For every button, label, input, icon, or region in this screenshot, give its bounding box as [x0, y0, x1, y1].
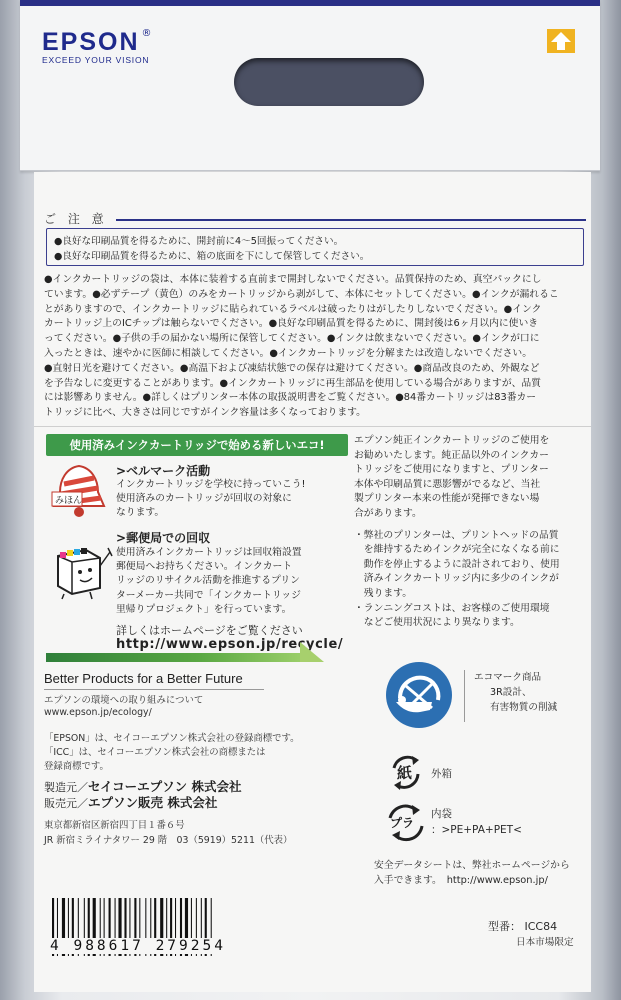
- caution-body-line: を予告なしに変更することがあります。●インクカートリッジに再生部品を使用している場合がありますが、品質: [44, 377, 542, 389]
- sds-line: 入手できます。 http://www.epson.jp/: [374, 875, 548, 886]
- caution-body-line: とがありますので、インクカートリッジに貼られているラベルは破ったりはがしたりしないでください。●インク: [44, 303, 542, 315]
- barcode-number: 4 988617 279254: [50, 938, 226, 954]
- bellmark-icon: [48, 462, 110, 520]
- top-flap: [20, 0, 600, 171]
- caution-title: ご 注 意: [44, 212, 108, 226]
- postoffice-title: [116, 529, 210, 546]
- postoffice-line: 使用済みインクカートリッジは回収箱設置: [116, 547, 302, 558]
- caution-boxed-line: ●良好な印刷品質を得るために、箱の底面を下にして保管してください。: [54, 251, 370, 262]
- manufacturer-label: 製造元／: [44, 781, 88, 794]
- postoffice-line: リッジのリサイクル活動を推進するプリン: [116, 575, 300, 587]
- recycle-header: 使用済みインクカートリッジで始める新しいエコ!: [46, 434, 348, 456]
- note-line: ・ランニングコストは、お客様のご使用環境: [354, 602, 550, 614]
- note-line: エプソン純正インクカートリッジのご使用を: [354, 435, 550, 446]
- bellmark-title-text: ベルマーク活動: [126, 464, 211, 478]
- main-panel: [34, 172, 591, 992]
- chevron-right-icon: >: [116, 464, 127, 478]
- bellmark-line: なります。: [116, 507, 165, 519]
- environment-subtitle: エプソンの環境への取り組みについて: [44, 695, 204, 706]
- paper-label: 外箱: [431, 768, 452, 780]
- caution-body-line: ってください。●子供の手の届かない場所に保管してください。●インクは飲まないでください。●インクが口に: [44, 333, 540, 345]
- note-line: 済みインクカートリッジ内に多少のインクが: [354, 573, 559, 585]
- note-line: ・弊社のプリンターは、プリントヘッドの品質: [354, 529, 559, 541]
- caution-body-line: ●直射日光を避けてください。●高温下および凍結状態での保存は避けてください。●商品改良のため、外観など: [44, 362, 540, 374]
- postoffice-line: 郵便局へお持ちください。インクカート: [116, 561, 293, 573]
- up-arrow-icon: [547, 29, 575, 53]
- model-line: [488, 918, 557, 934]
- ecomark-line: 3R設計、: [490, 687, 532, 698]
- note-line: トリッジをご使用になりますと、プリンター: [354, 464, 549, 476]
- trademark-line: 「EPSON」は、セイコーエプソン株式会社の登録商標です。: [44, 733, 300, 744]
- address-line: 東京都新宿区新宿四丁目１番６号: [44, 820, 185, 831]
- note-line: などご使用状況により異なります。: [354, 617, 520, 629]
- green-underline: [46, 653, 304, 662]
- ecomark-line: 有害物質の削減: [490, 702, 558, 713]
- seller-label: 販売元／: [44, 797, 88, 810]
- manufacturer-name: セイコーエプソン 株式会社: [88, 779, 242, 794]
- slogan-underline: [44, 689, 264, 690]
- sds-notice: [374, 858, 570, 888]
- brand-tagline: EXCEED YOUR VISION: [42, 55, 150, 65]
- plastic-symbol: プラ: [390, 816, 415, 830]
- bellmark-sample-label: みほん: [55, 496, 83, 506]
- paper-recycle-icon: [386, 752, 426, 792]
- note-line: 製プリンター本来の性能が発揮できない場: [354, 493, 540, 505]
- plastic-materials: ：>PE+PA+PET<: [431, 824, 522, 836]
- postoffice-body: [116, 546, 302, 617]
- market-label: 日本市場限定: [516, 937, 574, 948]
- caution-rule: [116, 219, 586, 221]
- environment-url[interactable]: www.epson.jp/ecology/: [44, 707, 152, 718]
- environment-slogan: Better Products for a Better Future: [44, 671, 243, 686]
- seller-name: エプソン販売 株式会社: [88, 795, 218, 810]
- model-label: 型番：: [488, 920, 521, 933]
- caution-body-line: ています。●必ずテープ（黄色）のみをカートリッジから剥がして、本体にセットしてください。●インクが漏れるこ: [44, 288, 559, 300]
- note-line: お勧めいたします。純正品以外のインクカー: [354, 449, 549, 461]
- bellmark-body: [116, 478, 305, 521]
- bellmark-line: インクカートリッジを学校に持っていこう!: [116, 479, 306, 490]
- caution-box: [46, 228, 584, 266]
- caution-body-line: トリッジに比べ、大きさは同じですがインク容量は多くなっております。: [44, 407, 366, 419]
- sds-line: 安全データシートは、弊社ホームページから: [374, 860, 570, 871]
- paper-symbol: 紙: [397, 764, 413, 782]
- caution-boxed-line: ●良好な印刷品質を得るために、開封前に4～5回振ってください。: [54, 236, 344, 247]
- trademark-notice: [44, 732, 300, 774]
- model-number: ICC84: [524, 920, 558, 933]
- seller-line: [44, 793, 217, 811]
- note-line: [354, 522, 560, 529]
- trademark-line: 「ICC」は、セイコーエプソン株式会社の商標または: [44, 747, 266, 758]
- hang-hole: [234, 58, 424, 106]
- note-line: を維持するためインクが完全になくなる前に: [354, 544, 560, 556]
- ecomark-title: エコマーク商品: [474, 672, 542, 683]
- cartridge-mascot-icon: [50, 542, 114, 600]
- bellmark-title: [116, 462, 210, 479]
- section-divider: [34, 426, 591, 427]
- notes-column: [354, 434, 560, 631]
- plastic-recycle-icon: [384, 802, 428, 842]
- epson-logo: [42, 28, 152, 65]
- postoffice-title-text: 郵便局での回収: [126, 531, 211, 545]
- caution-body-line: ●インクカートリッジの袋は、本体に装着する直前まで開封しないでください。品質保持のため、真空パックにし: [44, 274, 542, 285]
- recycle-url[interactable]: http://www.epson.jp/recycle/: [116, 637, 344, 652]
- leaf-tip: [300, 642, 324, 662]
- top-edge-stripe: [20, 0, 600, 6]
- brand-name: EPSON: [42, 28, 140, 56]
- chevron-right-icon: >: [116, 531, 127, 545]
- note-line: 本体や印刷品質に悪影響がでるなど、当社: [354, 478, 541, 490]
- note-line: 動作を停止するように設計されており、使用: [354, 558, 560, 570]
- plastic-label: 内袋: [431, 808, 452, 820]
- ecomark-icon: [386, 662, 452, 728]
- caution-body-line: には影響ありません。●詳しくはプリンター本体の取扱説明書をご覧ください。●84番カートリッジは83番カー: [44, 392, 537, 404]
- caution-body-line: カートリッジ上のICチップは触らないでください。●良好な印刷品質を得るために、開封後は6ヶ月以内に使いき: [44, 318, 539, 330]
- address-line: JR 新宿ミライナタワー 29 階 03（5919）5211（代表）: [44, 835, 293, 846]
- recycle-detail-text: 詳しくはホームページをご覧ください: [116, 624, 303, 637]
- address-block: [44, 818, 292, 848]
- registered-mark: ®: [141, 28, 152, 39]
- ecomark-divider: [464, 670, 465, 722]
- postoffice-line: ターメーカー共同で「インクカートリッジ: [116, 589, 301, 601]
- postoffice-line: 里帰りプロジェクト」を行っています。: [116, 603, 292, 615]
- note-line: 残ります。: [354, 587, 412, 599]
- caution-body-line: 入ったときは、速やかに医師に相談してください。●インクカートリッジを分解または改造しないでください。: [44, 347, 533, 359]
- ecomark-text: [474, 670, 557, 715]
- trademark-line: 登録商標です。: [44, 761, 109, 772]
- note-line: 合があります。: [354, 507, 422, 519]
- caution-body: [44, 273, 589, 421]
- bellmark-line: 使用済みのカートリッジが回収の対象に: [116, 493, 292, 505]
